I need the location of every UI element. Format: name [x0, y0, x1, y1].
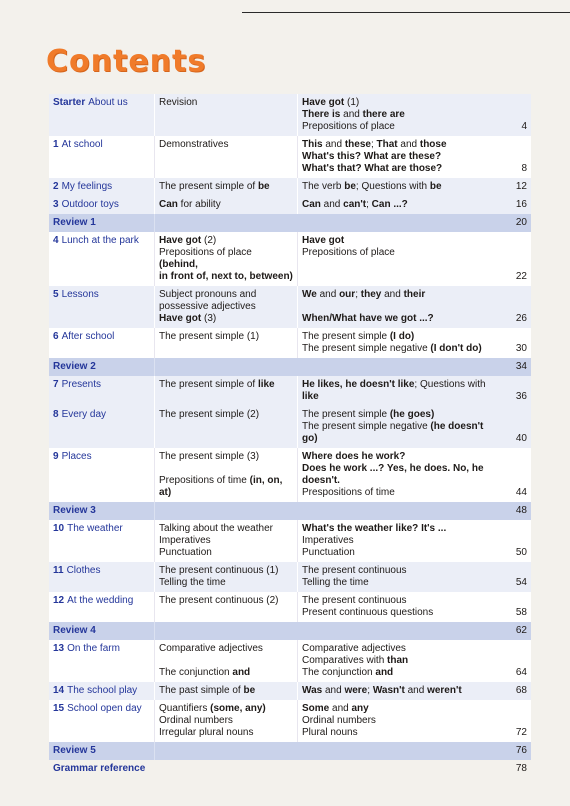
language-line: Prepositions of place (behind, [159, 247, 252, 270]
grammar-cell [297, 286, 501, 328]
grammar-line: Comparatives with than [302, 655, 409, 666]
unit-number: Starter [53, 97, 86, 108]
unit-name: On the farm [67, 643, 120, 654]
grammar-cell [297, 700, 501, 742]
language-line: Imperatives [159, 535, 211, 546]
unit-name: After school [61, 331, 115, 342]
unit-name: School open day [67, 703, 142, 714]
grammar-cell [297, 328, 501, 358]
unit-row [49, 178, 531, 196]
unit-title [49, 592, 154, 622]
page-number: 78 [515, 763, 527, 774]
unit-row [49, 640, 531, 682]
grammar-cell [297, 592, 501, 622]
unit-row [49, 562, 531, 592]
top-rule [242, 12, 570, 13]
language-cell [154, 640, 297, 682]
unit-number: 2 [53, 181, 59, 192]
unit-row [49, 520, 531, 562]
unit-row [49, 286, 531, 328]
unit-name: Lunch at the park [61, 235, 139, 246]
review-row [49, 622, 531, 640]
grammar-line: When/What have we got ...? [302, 313, 434, 324]
unit-title [49, 406, 154, 448]
unit-name: Every day [61, 409, 107, 420]
unit-title [49, 328, 154, 358]
grammar-cell [297, 178, 501, 196]
unit-title [49, 562, 154, 592]
page-number: 76 [515, 745, 527, 756]
grammar-line: The present simple negative (he doesn't go) [302, 421, 484, 444]
contents-table [49, 94, 531, 778]
grammar-line: Punctuation [302, 547, 355, 558]
language-line: The past simple of be [159, 685, 256, 696]
grammar-line: The present simple negative (I don't do) [302, 343, 482, 354]
grammar-cell [297, 448, 501, 502]
grammar-line: Can and can't; Can ...? [302, 199, 408, 210]
unit-title [49, 232, 154, 286]
language-line [159, 463, 293, 475]
language-cell [154, 286, 297, 328]
language-line: Quantifiers (some, any) [159, 703, 266, 714]
page-number: 30 [515, 343, 527, 354]
page-number: 12 [515, 181, 527, 192]
unit-number: 6 [53, 331, 59, 342]
language-line: Talking about the weather [159, 523, 273, 534]
review-row [49, 358, 531, 376]
row-label: Review 1 [53, 217, 96, 228]
grammar-line: Where does he work? [302, 451, 406, 462]
unit-number: 10 [53, 523, 65, 534]
unit-number: 8 [53, 409, 59, 420]
unit-title [49, 94, 154, 136]
unit-name: My feelings [61, 181, 113, 192]
review-row [49, 742, 531, 760]
language-line: Ordinal numbers [159, 715, 233, 726]
language-line: Revision [159, 97, 198, 108]
page-number: 64 [515, 667, 527, 678]
grammar-line: Prepositions of place [302, 247, 395, 258]
unit-title [49, 520, 154, 562]
unit-title [49, 682, 154, 700]
unit-number: 13 [53, 643, 65, 654]
unit-name: Places [61, 451, 92, 462]
unit-name: Presents [61, 379, 102, 390]
grammar-line: The present simple (I do) [302, 331, 415, 342]
page-number: 40 [515, 433, 527, 444]
grammar-line: What's the weather like? It's ... [302, 523, 447, 534]
language-line: Punctuation [159, 547, 212, 558]
row-spacer [154, 502, 501, 520]
page-number: 44 [515, 487, 527, 498]
language-line: The present simple (1) [159, 331, 260, 342]
language-cell [154, 700, 297, 742]
language-line: Have got (2) [159, 235, 217, 246]
grammar-line: There is and there are [302, 109, 405, 120]
unit-name: Outdoor toys [61, 199, 119, 210]
grammar-cell [297, 376, 501, 406]
unit-title [49, 286, 154, 328]
language-line: in front of, next to, between) [159, 271, 293, 282]
language-line [159, 655, 293, 667]
unit-title [49, 448, 154, 502]
grammar-line: Some and any [302, 703, 369, 714]
unit-row [49, 406, 531, 448]
grammar-line: This and these; That and those [302, 139, 447, 150]
unit-number: 14 [53, 685, 65, 696]
review-row [49, 214, 531, 232]
grammar-line: The conjunction and [302, 667, 394, 678]
grammar-line: Does he work ...? Yes, he does. No, he doesn't. [302, 463, 484, 486]
grammar-cell [297, 520, 501, 562]
unit-title [49, 640, 154, 682]
unit-number: 5 [53, 289, 59, 300]
grammar-cell [297, 682, 501, 700]
row-spacer [154, 622, 501, 640]
language-cell [154, 520, 297, 562]
page-number: 68 [515, 685, 527, 696]
unit-row [49, 448, 531, 502]
language-line: Have got (3) [159, 313, 217, 324]
unit-row [49, 682, 531, 700]
page-title: Contents [46, 44, 207, 79]
grammar-line: Comparative adjectives [302, 643, 406, 654]
language-line: The present continuous (1) [159, 565, 279, 576]
page-number: 48 [515, 505, 527, 516]
unit-number: 15 [53, 703, 65, 714]
language-cell [154, 136, 297, 178]
unit-row [49, 700, 531, 742]
unit-name: At school [61, 139, 103, 150]
language-line: Prepositions of time (in, on, at) [159, 475, 283, 498]
unit-number: 11 [53, 565, 64, 576]
unit-number: 12 [53, 595, 65, 606]
grammar-line [302, 301, 497, 313]
grammar-line: Was and were; Wasn't and weren't [302, 685, 462, 696]
language-line: Demonstratives [159, 139, 229, 150]
language-line: Irregular plural nouns [159, 727, 254, 738]
language-cell [154, 328, 297, 358]
grammar-line: The verb be; Questions with be [302, 181, 442, 192]
row-label: Grammar reference [53, 763, 146, 774]
row-spacer [154, 358, 501, 376]
unit-name: Lessons [61, 289, 99, 300]
language-cell [154, 376, 297, 406]
row-spacer [297, 760, 501, 778]
row-spacer [154, 214, 501, 232]
page-number: 20 [515, 217, 527, 228]
language-line: The present simple (2) [159, 409, 260, 420]
unit-name: At the wedding [67, 595, 134, 606]
grammar-cell [297, 232, 501, 286]
unit-number: 1 [53, 139, 59, 150]
grammar-line: The present continuous [302, 565, 407, 576]
language-line: The present simple (3) [159, 451, 260, 462]
unit-row [49, 136, 531, 178]
grammar-line: Have got (1) [302, 97, 360, 108]
grammar-line: The present continuous [302, 595, 407, 606]
grammar-line: What's that? What are those? [302, 163, 443, 174]
unit-name: About us [88, 97, 128, 108]
grammar-line: He likes, he doesn't like; Questions with like [302, 379, 486, 402]
language-cell [154, 682, 297, 700]
grammar-line: Prespositions of time [302, 487, 395, 498]
unit-title [49, 376, 154, 406]
grammar-cell [297, 406, 501, 448]
language-line: The present continuous (2) [159, 595, 279, 606]
grammar-line: Have got [302, 235, 345, 246]
row-label: Review 5 [53, 745, 96, 756]
unit-number: 9 [53, 451, 59, 462]
language-line: Subject pronouns and [159, 289, 257, 300]
page-number: 72 [515, 727, 527, 738]
language-cell [154, 562, 297, 592]
language-cell [154, 592, 297, 622]
review-row [49, 502, 531, 520]
unit-number: 7 [53, 379, 59, 390]
unit-row [49, 232, 531, 286]
page-number: 62 [515, 625, 527, 636]
page-number: 50 [515, 547, 527, 558]
page-number: 26 [515, 313, 527, 324]
language-cell [154, 448, 297, 502]
unit-row [49, 196, 531, 214]
unit-name: The school play [67, 685, 138, 696]
language-line: The conjunction and [159, 667, 251, 678]
unit-name: Clothes [66, 565, 101, 576]
language-cell [154, 196, 297, 214]
grammar-line: Ordinal numbers [302, 715, 376, 726]
language-cell [154, 406, 297, 448]
grammar-line: What's this? What are these? [302, 151, 442, 162]
row-spacer [154, 742, 501, 760]
unit-title [49, 136, 154, 178]
language-cell [154, 178, 297, 196]
grammar-line: Telling the time [302, 577, 369, 588]
row-label: Review 2 [53, 361, 96, 372]
unit-title [49, 178, 154, 196]
grammar-cell [297, 94, 501, 136]
page-number: 8 [521, 163, 527, 174]
row-label: Review 4 [53, 625, 96, 636]
page-number: 16 [515, 199, 527, 210]
language-line: The present simple of be [159, 181, 270, 192]
unit-title [49, 700, 154, 742]
unit-name: The weather [67, 523, 123, 534]
language-cell [154, 232, 297, 286]
unit-number: 3 [53, 199, 59, 210]
page-number: 54 [515, 577, 527, 588]
language-line: Telling the time [159, 577, 226, 588]
page-number: 22 [515, 271, 527, 282]
grammar-cell [297, 136, 501, 178]
page-number: 36 [515, 391, 527, 402]
language-line: possessive adjectives [159, 301, 256, 312]
language-line: Can for ability [159, 199, 221, 210]
grammar-line: We and our; they and their [302, 289, 426, 300]
grammar-reference-row [49, 760, 531, 778]
unit-row [49, 376, 531, 406]
grammar-cell [297, 640, 501, 682]
page-number: 4 [521, 121, 527, 132]
grammar-line: Present continuous questions [302, 607, 434, 618]
language-cell [154, 94, 297, 136]
unit-row [49, 94, 531, 136]
grammar-line: Plural nouns [302, 727, 358, 738]
language-line: Comparative adjectives [159, 643, 263, 654]
grammar-cell [297, 196, 501, 214]
grammar-line: Prepositions of place [302, 121, 395, 132]
grammar-line: The present simple (he goes) [302, 409, 435, 420]
unit-title [49, 196, 154, 214]
page-number: 34 [515, 361, 527, 372]
page-number: 58 [515, 607, 527, 618]
row-label: Review 3 [53, 505, 96, 516]
unit-number: 4 [53, 235, 59, 246]
unit-row [49, 592, 531, 622]
grammar-cell [297, 562, 501, 592]
unit-row [49, 328, 531, 358]
grammar-line: Imperatives [302, 535, 354, 546]
language-line: The present simple of like [159, 379, 275, 390]
